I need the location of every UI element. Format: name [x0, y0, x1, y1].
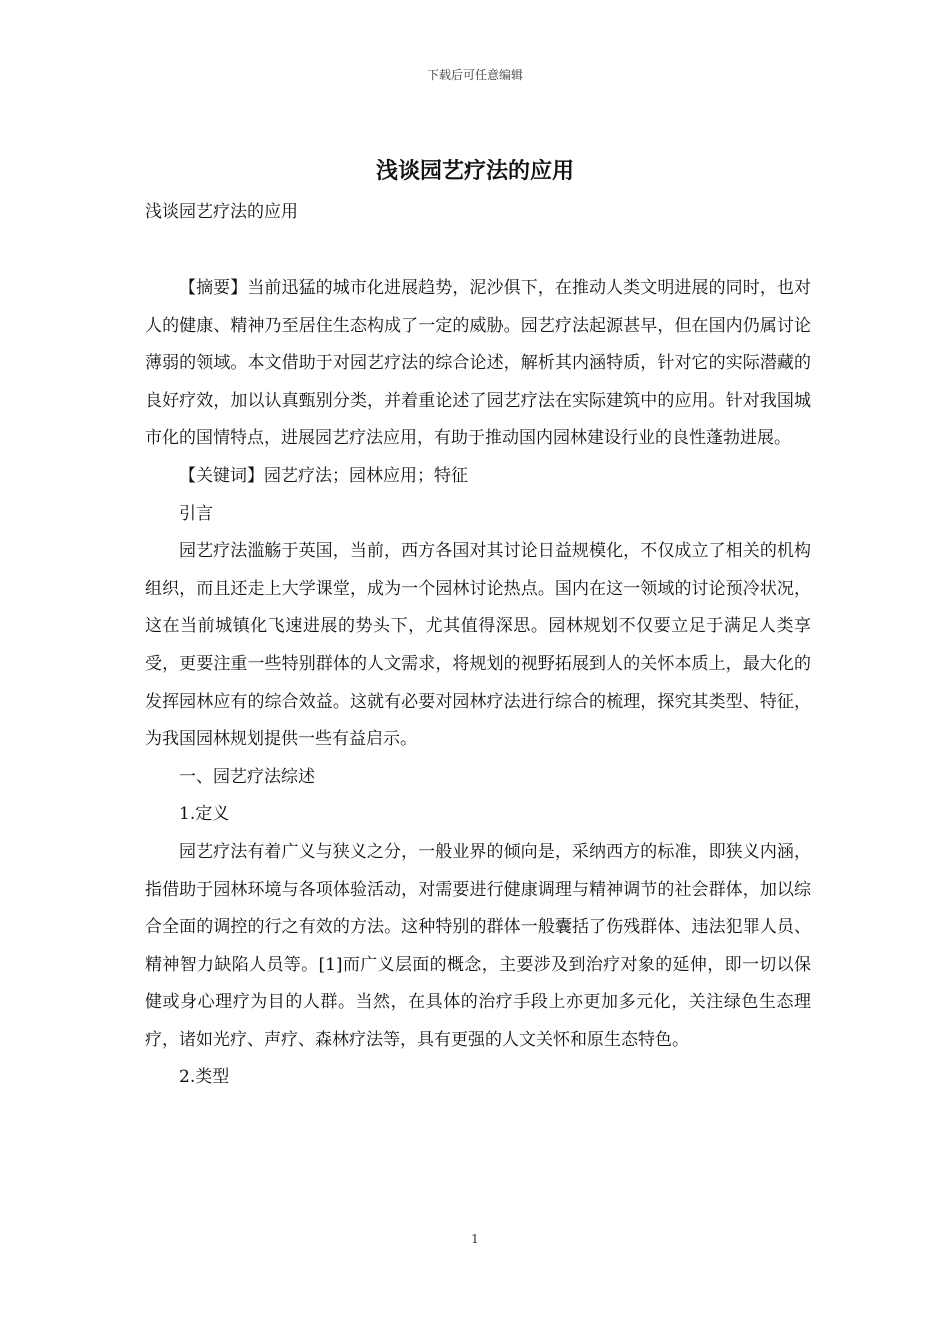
document-body [145, 270, 811, 1097]
keywords-paragraph: 【关键词】园艺疗法；园林应用；特征 [179, 465, 468, 486]
section-heading-overview: 一、园艺疗法综述 [179, 766, 315, 787]
document-subtitle: 浅谈园艺疗法的应用 [145, 202, 298, 222]
page-number: 1 [471, 1232, 479, 1246]
definition-paragraph: 园艺疗法有着广义与狭义之分，一般业界的倾向是，采纳西方的标准，即狭义内涵，指借助于园林环境与各项体验活动，对需要进行健康调理与精神调节的社会群体，加以综合全面的调控的行之有效的方法。这种特别的群体一般囊括了伤残群体、违法犯罪人员、精神智力缺陷人员等。[1]而广义层面的概念，主要涉及到治疗对象的延伸，即一切以保健或身心理疗为目的人群。当然，在具体的治疗手段上亦更加多元化，关注绿色生态理疗，诸如光疗、声疗、森林疗法等，具有更强的人文关怀和原生态特色。 [145, 841, 811, 1050]
subsection-heading-types: 2.类型 [179, 1067, 230, 1088]
introduction-paragraph: 园艺疗法滥觞于英国，当前，西方各国对其讨论日益规模化，不仅成立了相关的机构组织，而且还走上大学课堂，成为一个园林讨论热点。国内在这一领域的讨论预冷状况，这在当前城镇化飞速进展的势头下，尤其值得深思。园林规划不仅要立足于满足人类享受，更要注重一些特别群体的人文需求，将规划的视野拓展到人的关怀本质上，最大化的发挥园林应有的综合效益。这就有必要对园林疗法进行综合的梳理，探究其类型、特征，为我国园林规划提供一些有益启示。 [145, 541, 811, 750]
document-title: 浅谈园艺疗法的应用 [375, 158, 574, 184]
header-note: 下载后可任意编辑 [426, 68, 523, 82]
abstract-paragraph: 【摘要】当前迅猛的城市化进展趋势，泥沙俱下，在推动人类文明进展的同时，也对人的健康、精神乃至居住生态构成了一定的威胁。园艺疗法起源甚早，但在国内仍属讨论薄弱的领域。本文借助于对园艺疗法的综合论述，解析其内涵特质，针对它的实际潜藏的良好疗效，加以认真甄别分类，并着重论述了园艺疗法在实际建筑中的应用。针对我国城市化的国情特点，进展园艺疗法应用，有助于推动国内园林建设行业的良性蓬勃进展。 [145, 278, 811, 449]
section-heading-introduction: 引言 [179, 503, 213, 524]
subsection-heading-definition: 1.定义 [179, 804, 230, 825]
